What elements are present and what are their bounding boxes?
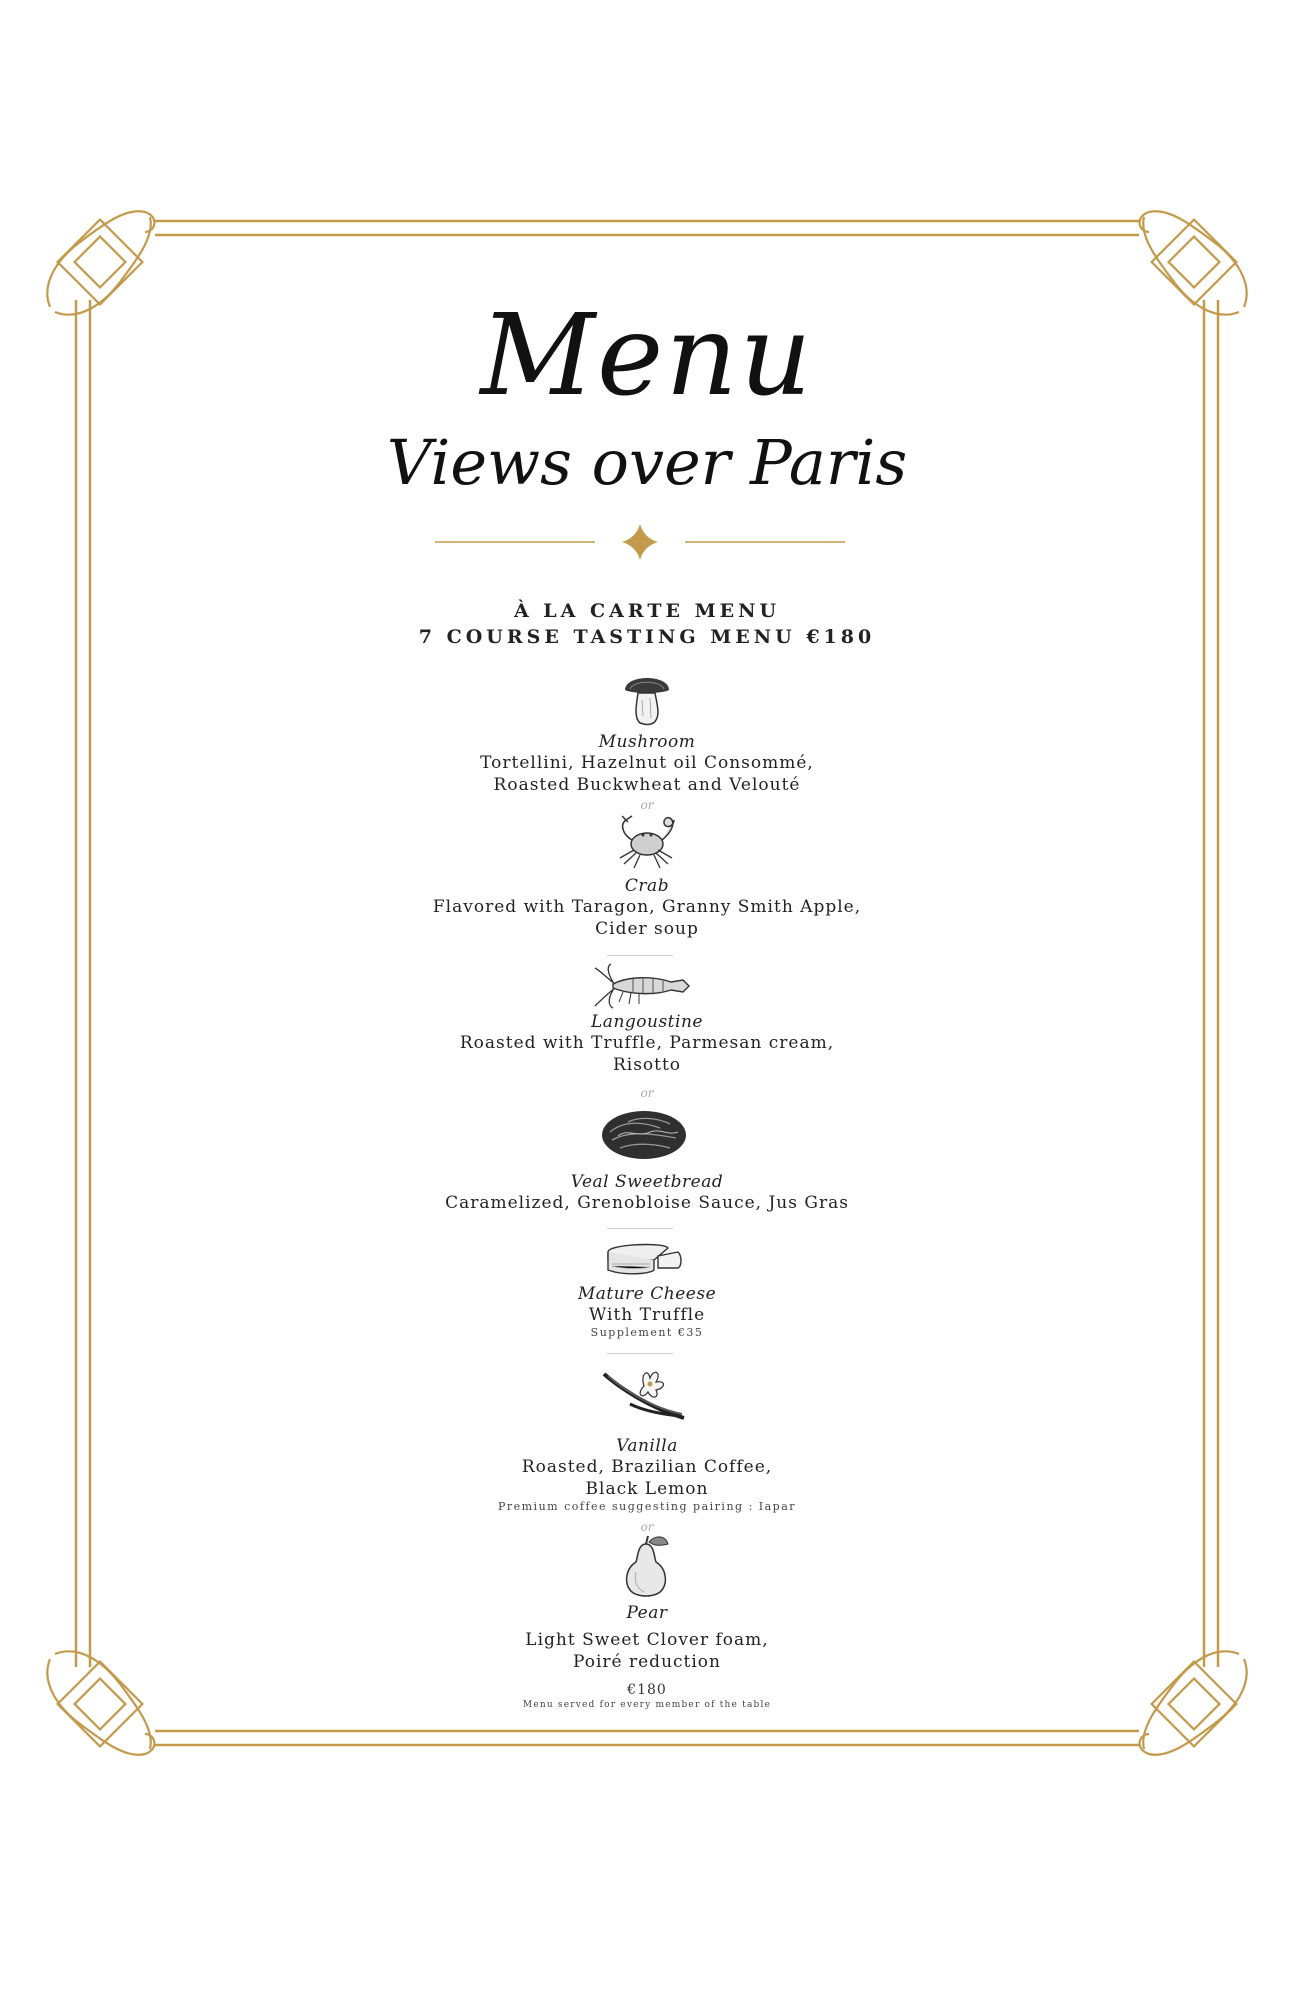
- pear-icon: [616, 1534, 676, 1598]
- course-divider: [607, 1228, 673, 1229]
- course-name: Veal Sweetbread: [570, 1172, 724, 1192]
- course-description: Roasted with Truffle, Parmesan cream,: [459, 1033, 835, 1053]
- or-separator: or: [640, 1520, 654, 1534]
- course-name: Langoustine: [591, 1012, 703, 1032]
- course-description: With Truffle: [588, 1305, 706, 1325]
- course-description: Black Lemon: [585, 1479, 709, 1499]
- course-description: Roasted, Brazilian Coffee,: [521, 1457, 773, 1477]
- course-crab: [0, 876, 1294, 940]
- course-description: Risotto: [612, 1055, 682, 1075]
- or-separator: or: [640, 1086, 654, 1100]
- langoustine-icon: [593, 962, 693, 1010]
- course-divider: [607, 1353, 673, 1354]
- cheese-icon: [604, 1236, 684, 1280]
- or-separator: or: [640, 798, 654, 812]
- course-name: Vanilla: [616, 1436, 678, 1456]
- course-description: Light Sweet Clover foam,: [525, 1630, 769, 1650]
- course-note: Premium coffee suggesting pairing : Iapar: [497, 1500, 797, 1513]
- star-divider-icon: [430, 522, 850, 562]
- vanilla-icon: [600, 1364, 688, 1424]
- course-description: Tortellini, Hazelnut oil Consommé,: [480, 753, 814, 773]
- course-name: Mature Cheese: [577, 1284, 717, 1304]
- course-description: Poiré reduction: [572, 1652, 721, 1672]
- course-description: Roasted Buckwheat and Velouté: [493, 775, 801, 795]
- course-description: Caramelized, Grenobloise Sauce, Jus Gras: [445, 1193, 849, 1213]
- course-divider: [607, 955, 673, 956]
- course-mature-cheese: [0, 1284, 1294, 1339]
- page-title: Menu: [480, 291, 814, 421]
- course-description: Cider soup: [595, 919, 699, 939]
- course-name: Pear: [626, 1603, 668, 1623]
- course-description: Flavored with Taragon, Granny Smith Apple,: [432, 897, 862, 917]
- course-langoustine: [0, 1012, 1294, 1076]
- a-la-carte-heading: À LA CARTE MENU: [513, 600, 781, 622]
- course-veal-sweetbread: [0, 1172, 1294, 1214]
- course-note: Supplement €35: [590, 1326, 704, 1339]
- sweetbread-icon: [600, 1108, 688, 1162]
- course-name: Crab: [624, 876, 670, 896]
- mushroom-icon: [622, 668, 672, 726]
- tasting-price: €180: [627, 1682, 667, 1698]
- served-note: Menu served for every member of the table: [522, 1700, 772, 1710]
- page-subtitle: Views over Paris: [386, 426, 908, 499]
- course-pear: [0, 1603, 1294, 1673]
- course-mushroom: [0, 732, 1294, 796]
- course-name: Mushroom: [598, 732, 696, 752]
- course-vanilla: [0, 1436, 1294, 1513]
- tasting-menu-heading: 7 COURSE TASTING MENU €180: [418, 626, 876, 648]
- crab-icon: [610, 812, 684, 870]
